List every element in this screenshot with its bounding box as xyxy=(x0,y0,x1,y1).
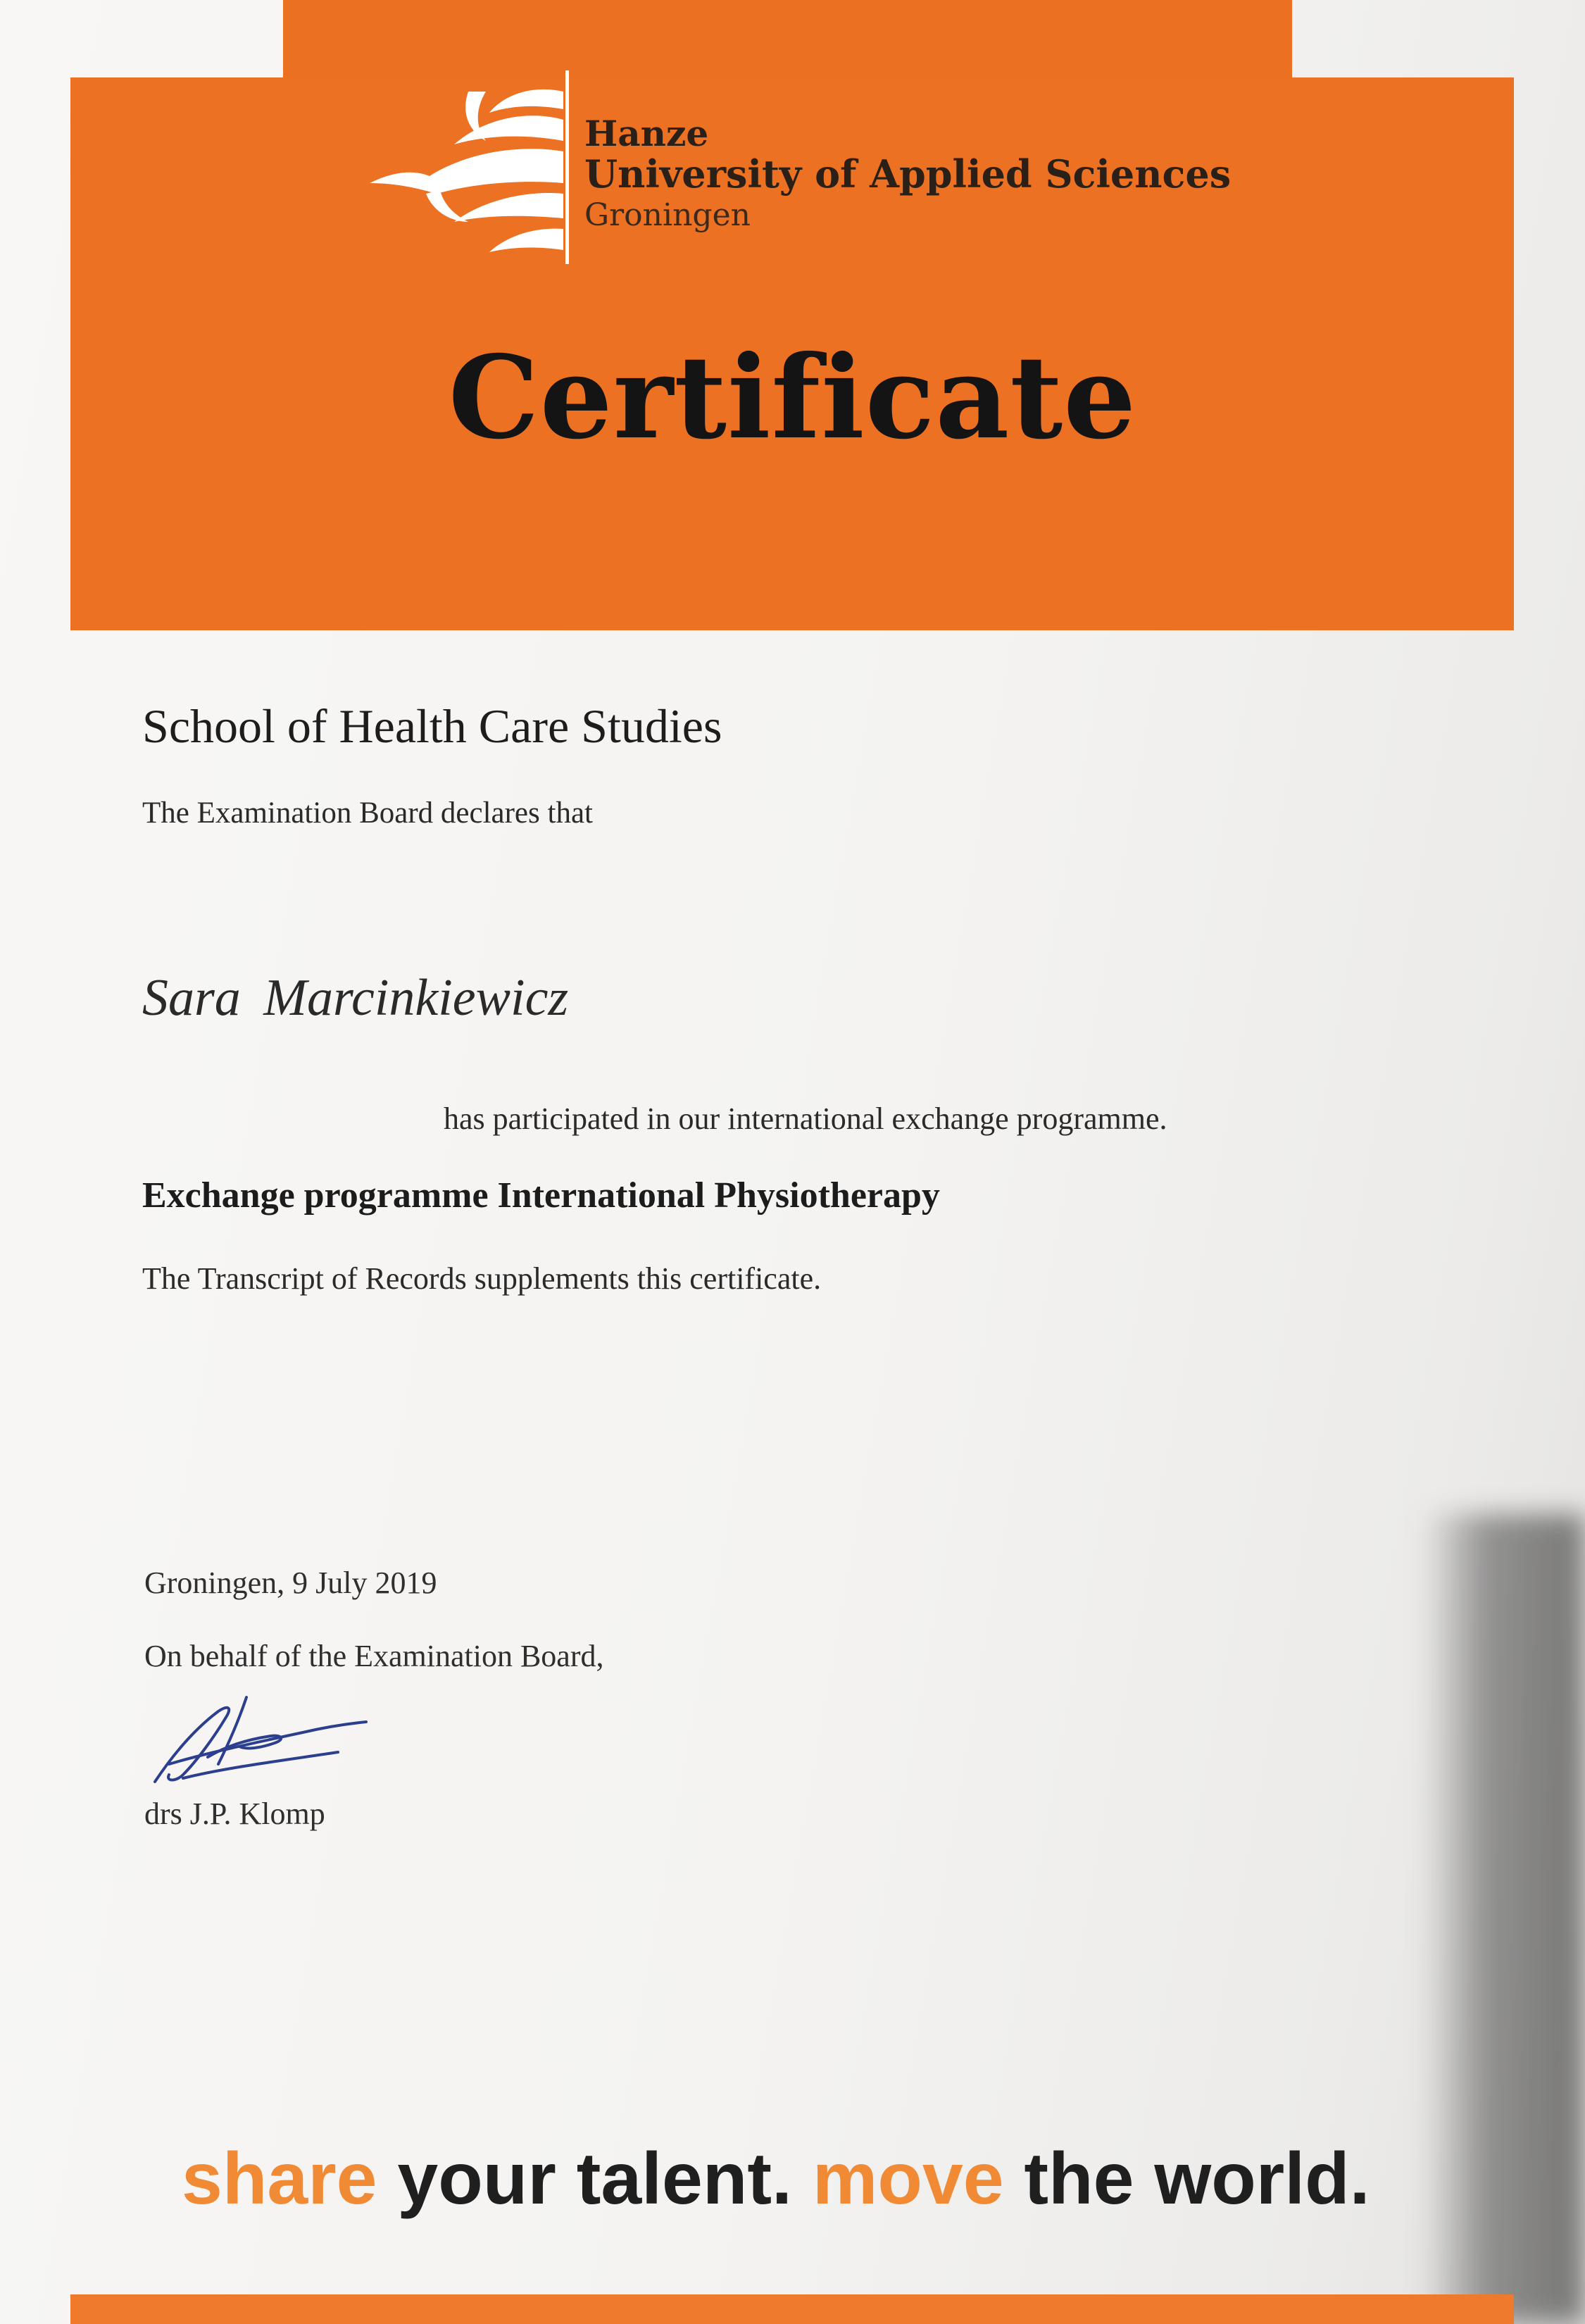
slogan-your-talent: your talent. xyxy=(377,2138,792,2220)
university-city: Groningen xyxy=(584,197,751,233)
university-name-line2: University of Applied Sciences xyxy=(584,151,1232,196)
participation-text: has participated in our international exchange programme. xyxy=(444,1101,1167,1136)
transcript-note: The Transcript of Records supplements this certificate. xyxy=(142,1261,822,1296)
programme-name: Exchange programme International Physiotherapy xyxy=(142,1175,940,1216)
on-behalf-text: On behalf of the Examination Board, xyxy=(144,1639,604,1673)
declaration-text: The Examination Board declares that xyxy=(142,796,593,830)
footer-orange-band xyxy=(70,2294,1514,2324)
certificate-title: Certificate xyxy=(448,331,1137,465)
slogan-move: move xyxy=(791,2138,1004,2220)
slogan-the-world: the world. xyxy=(1003,2138,1370,2220)
place-date: Groningen, 9 July 2019 xyxy=(144,1566,437,1600)
handwritten-signature xyxy=(141,1676,380,1799)
recipient-name: Sara Marcinkiewicz xyxy=(142,969,569,1027)
signer-name: drs J.P. Klomp xyxy=(144,1797,325,1831)
slogan-share: share xyxy=(182,2138,377,2220)
hanze-flame-logo-icon xyxy=(363,70,574,264)
university-name-line1: Hanze xyxy=(584,113,709,154)
slogan xyxy=(182,2137,1370,2221)
school-name: School of Health Care Studies xyxy=(142,699,722,753)
orange-top-strip xyxy=(283,0,1292,77)
logo-divider xyxy=(565,70,569,264)
photo-shadow xyxy=(1422,1514,1585,2324)
